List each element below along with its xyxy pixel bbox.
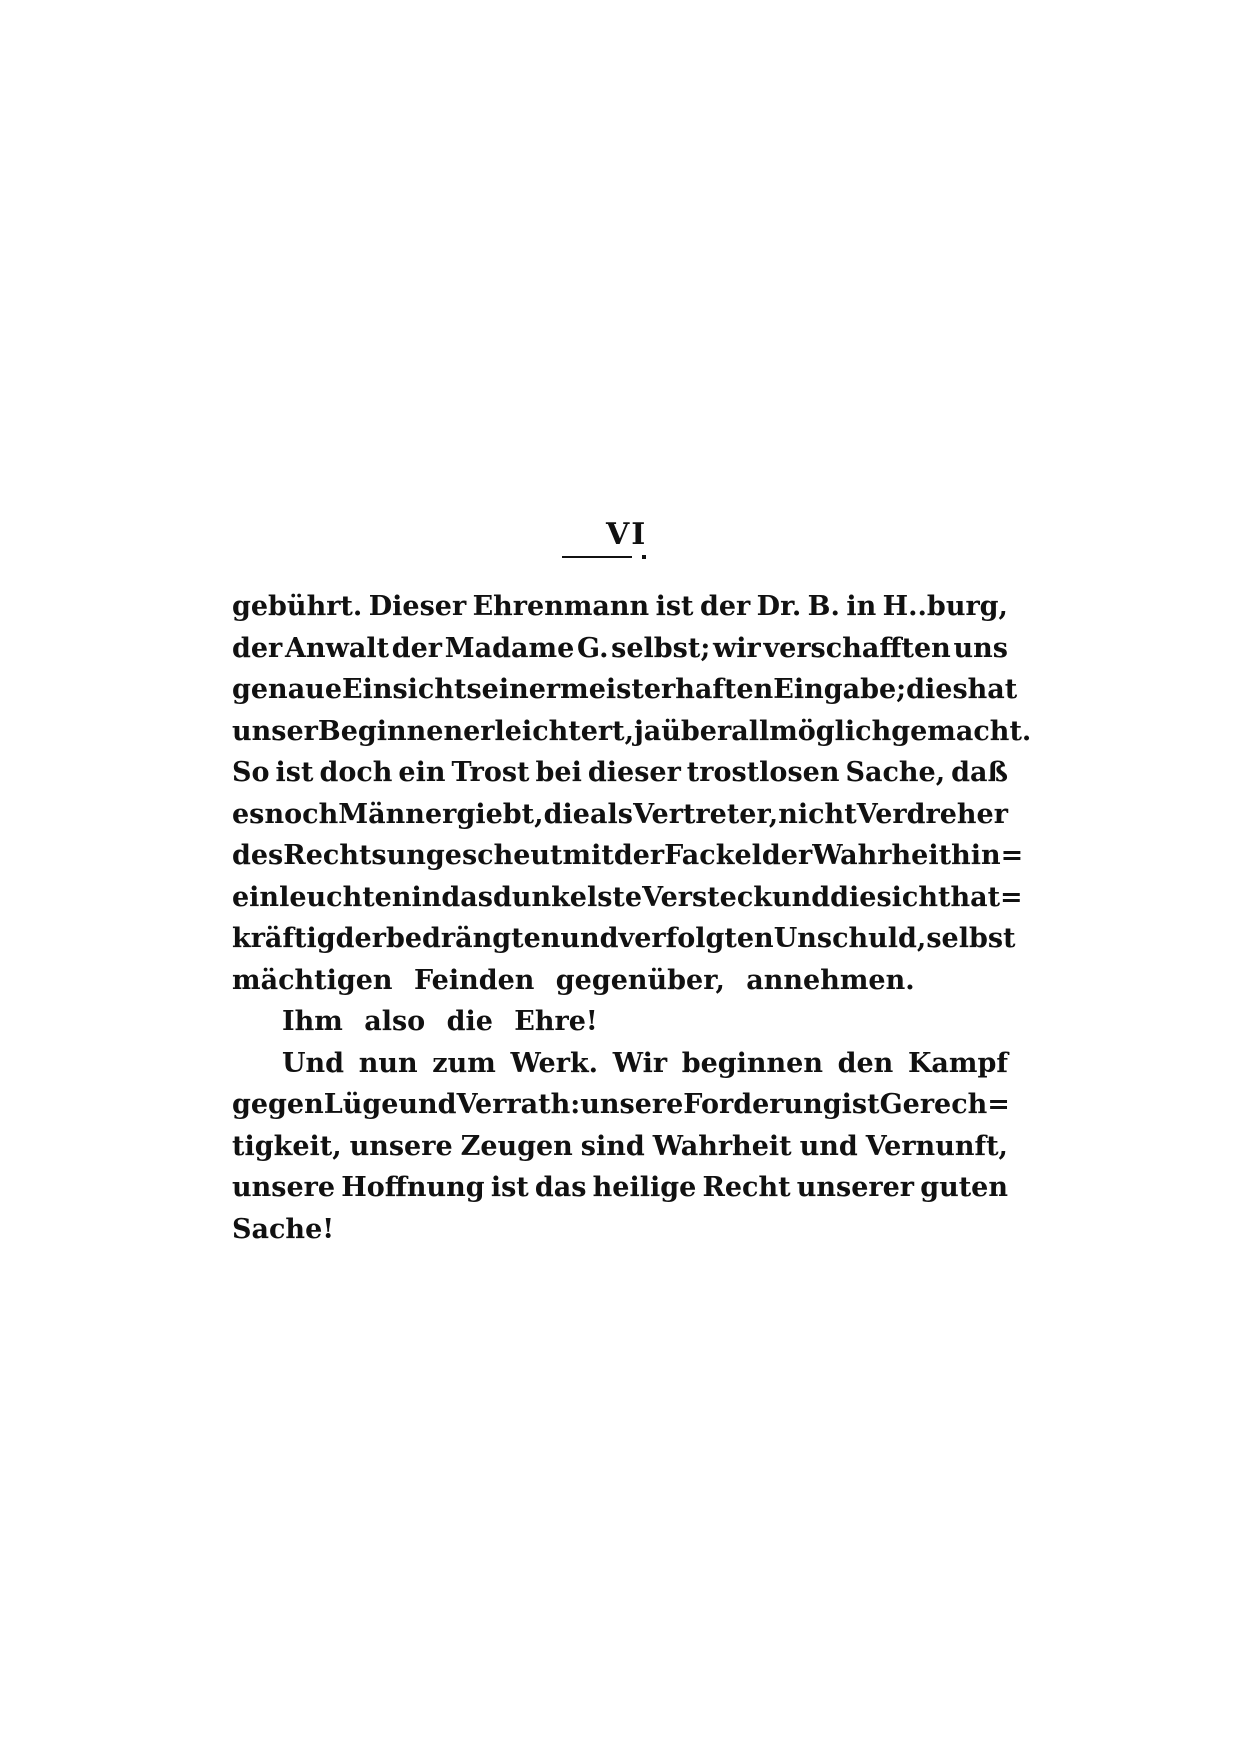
word: das: [441, 881, 493, 913]
word: Trost: [451, 757, 530, 788]
word: verfolgten: [618, 923, 774, 954]
word: bedrängten: [385, 923, 561, 954]
word: Gerech=: [879, 1089, 1010, 1120]
word: Zeugen: [460, 1130, 573, 1162]
text-line: [232, 628, 1008, 670]
paragraph: [232, 1001, 1008, 1043]
word: ist: [275, 757, 314, 788]
word: Werk.: [510, 1047, 599, 1079]
word: die: [543, 798, 590, 830]
word: Anwalt: [285, 632, 390, 664]
text-line: Ihm also die Ehre!: [282, 1006, 598, 1037]
word: heilige: [592, 1172, 697, 1203]
paragraph: [232, 1043, 1008, 1251]
word: Und: [282, 1047, 345, 1079]
word: sind: [580, 1130, 645, 1162]
word: ja: [634, 715, 662, 747]
word: giebt,: [456, 798, 544, 830]
word: bei: [535, 757, 582, 788]
word: ist: [655, 591, 694, 622]
word: der: [761, 840, 813, 871]
text-line: [232, 1126, 1008, 1168]
word: dunkelste: [492, 881, 643, 913]
word: verschafften: [763, 632, 951, 664]
text-line: [232, 711, 1032, 753]
word: den: [837, 1047, 894, 1079]
word: Unschuld,: [773, 923, 927, 954]
word: guten: [920, 1172, 1008, 1203]
word: der: [391, 632, 443, 664]
word: trostlosen: [686, 757, 840, 788]
word: der: [335, 923, 386, 954]
word: mit: [562, 840, 614, 871]
word: hin=: [951, 840, 1024, 871]
word: unserer: [796, 1172, 915, 1203]
word: gemacht.: [891, 715, 1032, 747]
word: noch: [264, 798, 339, 830]
word: So: [232, 757, 270, 788]
word: unsere: [580, 1089, 684, 1120]
word: daß: [951, 757, 1008, 788]
text-line: [232, 1043, 1008, 1085]
word: selbst;: [611, 632, 711, 664]
text-line: [232, 1167, 1008, 1209]
word: selbst: [926, 923, 1016, 954]
word: Sache,: [845, 757, 946, 788]
word: des: [232, 840, 284, 871]
word: Eingabe;: [773, 674, 907, 705]
word: Recht: [702, 1172, 791, 1203]
word: in: [846, 591, 877, 622]
word: und: [799, 1130, 858, 1162]
word: Männer: [338, 798, 457, 830]
word: gegen: [232, 1089, 324, 1120]
word: Lüge: [323, 1089, 399, 1120]
word: der: [232, 632, 283, 664]
word: Dr.: [756, 591, 802, 622]
header-rule: [562, 556, 632, 558]
word: einleuchten: [232, 881, 412, 913]
page-number: VI: [606, 517, 648, 552]
word: Hoffnung: [341, 1172, 485, 1203]
word: Versteck: [642, 881, 772, 913]
text-line: [232, 918, 1016, 960]
text-line: [232, 669, 1018, 711]
word: genaue: [232, 674, 342, 705]
word: Vernunft,: [865, 1130, 1008, 1162]
word: und: [560, 923, 619, 954]
word: das: [534, 1172, 587, 1203]
word: ist: [490, 1172, 529, 1203]
word: sich: [876, 881, 938, 913]
text-line: mächtigen Feinden gegenüber, annehmen.: [232, 964, 915, 996]
word: Einsicht: [342, 674, 467, 705]
word: der: [613, 840, 665, 871]
word: beginnen: [681, 1047, 823, 1079]
word: in: [411, 881, 442, 913]
word: uns: [953, 632, 1008, 664]
word: unser: [232, 715, 318, 747]
word: Rechts: [283, 840, 387, 871]
word: hat: [967, 674, 1018, 705]
word: Verrath:: [456, 1089, 581, 1120]
word: und: [771, 881, 831, 913]
word: nun: [358, 1047, 418, 1079]
word: der: [699, 591, 751, 622]
word: Ehrenmann: [472, 591, 650, 622]
word: wir: [713, 632, 761, 664]
word: gebührt.: [232, 591, 363, 622]
word: die: [830, 881, 877, 913]
word: Kampf: [907, 1047, 1008, 1079]
word: dieser: [587, 757, 681, 788]
text-line: [232, 877, 1023, 919]
word: unsere: [349, 1130, 453, 1162]
word: kräftig: [232, 923, 336, 954]
word: seiner: [466, 674, 561, 705]
word: erleichtert,: [463, 715, 635, 747]
body-text: [232, 586, 1032, 1250]
word: Madame: [444, 632, 575, 664]
word: Vertreter,: [633, 798, 779, 830]
word: Beginnen: [317, 715, 464, 747]
word: als: [590, 798, 633, 830]
word: und: [398, 1089, 457, 1120]
word: nicht: [778, 798, 857, 830]
word: Wir: [612, 1047, 668, 1079]
word: Wahrheit: [812, 840, 952, 871]
text-line: [232, 752, 1008, 794]
word: B.: [807, 591, 840, 622]
text-line: [232, 1084, 1008, 1126]
word: H..burg,: [882, 591, 1008, 622]
word: dies: [906, 674, 968, 705]
paragraph: [232, 586, 1032, 1001]
word: überall: [661, 715, 770, 747]
word: ungescheut: [386, 840, 563, 871]
word: Verdreher: [856, 798, 1008, 830]
word: Wahrheit: [652, 1130, 792, 1162]
word: ein: [398, 757, 446, 788]
word: G.: [576, 632, 609, 664]
word: Dieser: [368, 591, 467, 622]
word: tigkeit,: [232, 1130, 342, 1162]
word: ist: [841, 1089, 880, 1120]
word: that=: [937, 881, 1023, 913]
word: es: [232, 798, 265, 830]
word: zum: [432, 1047, 496, 1079]
word: möglich: [769, 715, 892, 747]
word: doch: [319, 757, 393, 788]
word: meisterhaften: [560, 674, 774, 705]
text-line: Sache!: [232, 1213, 335, 1245]
text-line: [232, 835, 1024, 877]
text-line: [232, 586, 1008, 628]
word: Fackel: [664, 840, 762, 871]
word: unsere: [232, 1172, 336, 1203]
word: Forderung: [683, 1089, 842, 1120]
text-line: [232, 794, 1008, 836]
